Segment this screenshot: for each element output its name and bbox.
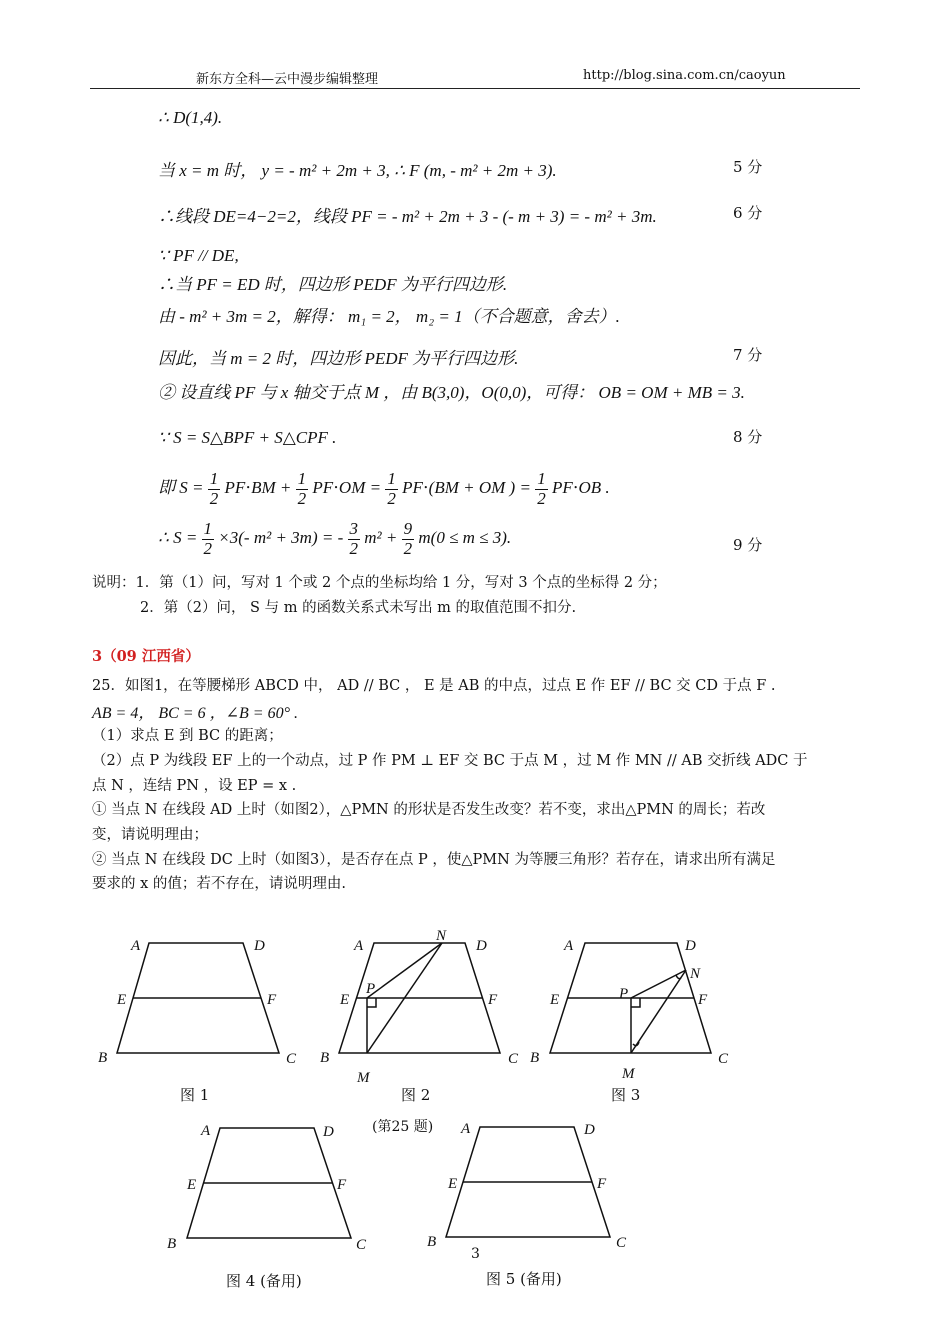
- line-f-coord: 当 x = m 时， y = - m² + 2m + 3, ∴ F (m, - m² + 2m + 3).: [158, 161, 557, 180]
- fig2-pn-segment: [367, 943, 442, 998]
- frac-num: 1: [387, 469, 396, 488]
- frac-den: 2: [203, 538, 213, 558]
- score-7: 7 分: [733, 346, 763, 364]
- s-expand-a: 即 S =: [158, 478, 204, 498]
- frac-num: 1: [209, 469, 219, 488]
- line-s-sum: ∵ S = S△BPF + S△CPF .: [158, 428, 337, 447]
- problem-line-6: ① 当点 N 在线段 AD 上时（如图2），△PMN 的形状是否发生改变？若不变，求出△PMN 的周长；若改: [92, 802, 766, 818]
- fig3-label-e: E: [550, 992, 560, 1008]
- header-right: http://blog.sina.com.cn/caoyun: [583, 68, 786, 83]
- caption-fig1: 图 1: [180, 1086, 210, 1104]
- problem-line-2: AB = 4， BC = 6 ，∠B = 60° .: [92, 705, 298, 722]
- caption-fig2: 图 2: [401, 1086, 431, 1104]
- fig1-label-b: B: [98, 1050, 108, 1066]
- s-expand-d: PF⋅(BM + OM ) =: [402, 478, 531, 498]
- fig2-label-n: N: [436, 928, 447, 944]
- s-expand-b: PF⋅BM +: [224, 478, 292, 498]
- fig4-label-a: A: [201, 1123, 211, 1139]
- frac-num: 3: [349, 519, 359, 538]
- caption-fig4: 图 4 (备用): [226, 1272, 302, 1290]
- s-expand-e: PF⋅OB .: [551, 478, 610, 498]
- fig3-label-b: B: [530, 1050, 540, 1066]
- fig3-label-m: M: [622, 1066, 635, 1082]
- score-5: 5 分: [733, 158, 763, 176]
- fig5-label-b: B: [427, 1234, 437, 1250]
- fig5-label-c: C: [616, 1235, 627, 1251]
- problem-line-8: ② 当点 N 在线段 DC 上时（如图3），是否存在点 P ，使△PMN 为等腰三角形？若存在，请求出所有满足: [92, 852, 776, 868]
- frac-den: 2: [209, 488, 219, 508]
- fig3-angle-arc-m: [633, 1042, 639, 1046]
- problem-line-1: 25．如图1，在等腰梯形 ABCD 中， AD // BC ， E 是 AB 的中点，过点 E 作 EF // BC 交 CD 于点 F .: [92, 678, 776, 694]
- fig3-right-angle-mark: [631, 998, 640, 1007]
- fig2-label-c: C: [508, 1051, 519, 1067]
- fig3-label-d: D: [685, 938, 696, 954]
- fig3-label-p: P: [619, 986, 629, 1002]
- s-final-a: ∴ S =: [158, 528, 198, 548]
- s-final-c: m² +: [364, 528, 398, 548]
- fig2-label-e: E: [340, 992, 350, 1008]
- fig2-label-p: P: [366, 981, 376, 997]
- fig5-label-e: E: [448, 1176, 458, 1192]
- fig1-label-f: F: [267, 992, 277, 1008]
- fig3-pn-segment: [631, 970, 686, 998]
- fig2-label-f: F: [488, 992, 498, 1008]
- score-9: 9 分: [733, 536, 763, 554]
- line-conclusion: 因此，当 m = 2 时，四边形 PEDF 为平行四边形.: [158, 349, 519, 368]
- fig5-label-f: F: [597, 1176, 607, 1192]
- problem-line-5: 点 N ，连结 PN ，设 EP = x .: [92, 778, 297, 794]
- frac-num: 1: [297, 469, 307, 488]
- line-solve: 由 - m² + 3m = 2，解得： m₁ = 2， m₂ = 1（不合题意，舍去）.: [158, 307, 620, 326]
- line-parallelogram-cond: ∴当 PF = ED 时，四边形 PEDF 为平行四边形.: [158, 275, 508, 294]
- s-final-b: ×3(- m² + 3m) = -: [218, 528, 344, 548]
- fig2-label-m: M: [357, 1070, 370, 1086]
- frac-den: 2: [403, 538, 413, 558]
- page-number: 3: [471, 1246, 480, 1262]
- problem-tag: (第25 题): [372, 1119, 434, 1135]
- frac-den: 2: [297, 488, 307, 508]
- fig4-label-d: D: [323, 1124, 334, 1140]
- frac-num: 9: [403, 519, 413, 538]
- problem-line-4: （2）点 P 为线段 EF 上的一个动点，过 P 作 PM ⊥ EF 交 BC 于点 M ，过 M 作 MN // AB 交折线 ADC 于: [92, 753, 808, 769]
- fig4-label-f: F: [337, 1177, 347, 1193]
- fig3-angle-arc-n: [676, 975, 681, 979]
- fig5-label-a: A: [461, 1121, 471, 1137]
- section-title: 3（09 江西省）: [92, 648, 200, 665]
- s-final-d: m(0 ≤ m ≤ 3).: [418, 528, 512, 548]
- line-d-coord: ∴ D(1,4).: [158, 108, 223, 127]
- line-ob: ② 设直线 PF 与 x 轴交于点 M ，由 B(3,0)，O(0,0)，可得： OB = OM + MB = 3.: [158, 383, 745, 402]
- caption-fig3: 图 3: [611, 1086, 641, 1104]
- fig4-label-c: C: [356, 1237, 367, 1253]
- fig3-label-a: A: [564, 938, 574, 954]
- fig3-mn-segment: [631, 970, 686, 1053]
- fig1-label-d: D: [254, 938, 265, 954]
- frac-num: 1: [203, 519, 213, 538]
- fig4-label-b: B: [167, 1236, 177, 1252]
- frac-den: 2: [349, 538, 359, 558]
- fig2-label-d: D: [476, 938, 487, 954]
- frac-num: 1: [537, 469, 546, 488]
- score-6: 6 分: [733, 204, 763, 222]
- problem-line-7: 变，请说明理由；: [92, 827, 208, 843]
- note-2: 2．第（2）问， S 与 m 的函数关系式未写出 m 的取值范围不扣分.: [140, 600, 577, 616]
- line-pf-length: ∴线段 DE=4−2=2，线段 PF = - m² + 2m + 3 - (- m + 3) = - m² + 3m.: [158, 207, 657, 226]
- score-8: 8 分: [733, 428, 763, 446]
- fig4-label-e: E: [187, 1177, 197, 1193]
- note-1: 说明：1．第（1）问，写对 1 个或 2 个点的坐标均给 1 分，写对 3 个点的坐标得 2 分；: [92, 575, 667, 591]
- line-parallel: ∵ PF // DE,: [158, 246, 239, 265]
- fig2-right-angle-mark: [367, 998, 376, 1007]
- fig3-label-n: N: [690, 966, 701, 982]
- fig1-label-a: A: [131, 938, 141, 954]
- frac-den: 2: [537, 488, 546, 508]
- fig1-label-e: E: [117, 992, 127, 1008]
- fig3-label-c: C: [718, 1051, 729, 1067]
- fig2-label-a: A: [354, 938, 364, 954]
- s-expand-c: PF⋅OM =: [312, 478, 382, 498]
- fig1-label-c: C: [286, 1051, 297, 1067]
- header-left: 新东方全科—云中漫步编辑整理: [196, 72, 379, 87]
- fig5-label-d: D: [584, 1122, 595, 1138]
- problem-line-3: （1）求点 E 到 BC 的距离；: [92, 728, 283, 744]
- problem-line-9: 要求的 x 的值；若不存在，请说明理由.: [92, 876, 347, 892]
- caption-fig5: 图 5 (备用): [486, 1270, 562, 1288]
- fig3-label-f: F: [698, 992, 708, 1008]
- frac-den: 2: [387, 488, 396, 508]
- fig2-label-b: B: [320, 1050, 330, 1066]
